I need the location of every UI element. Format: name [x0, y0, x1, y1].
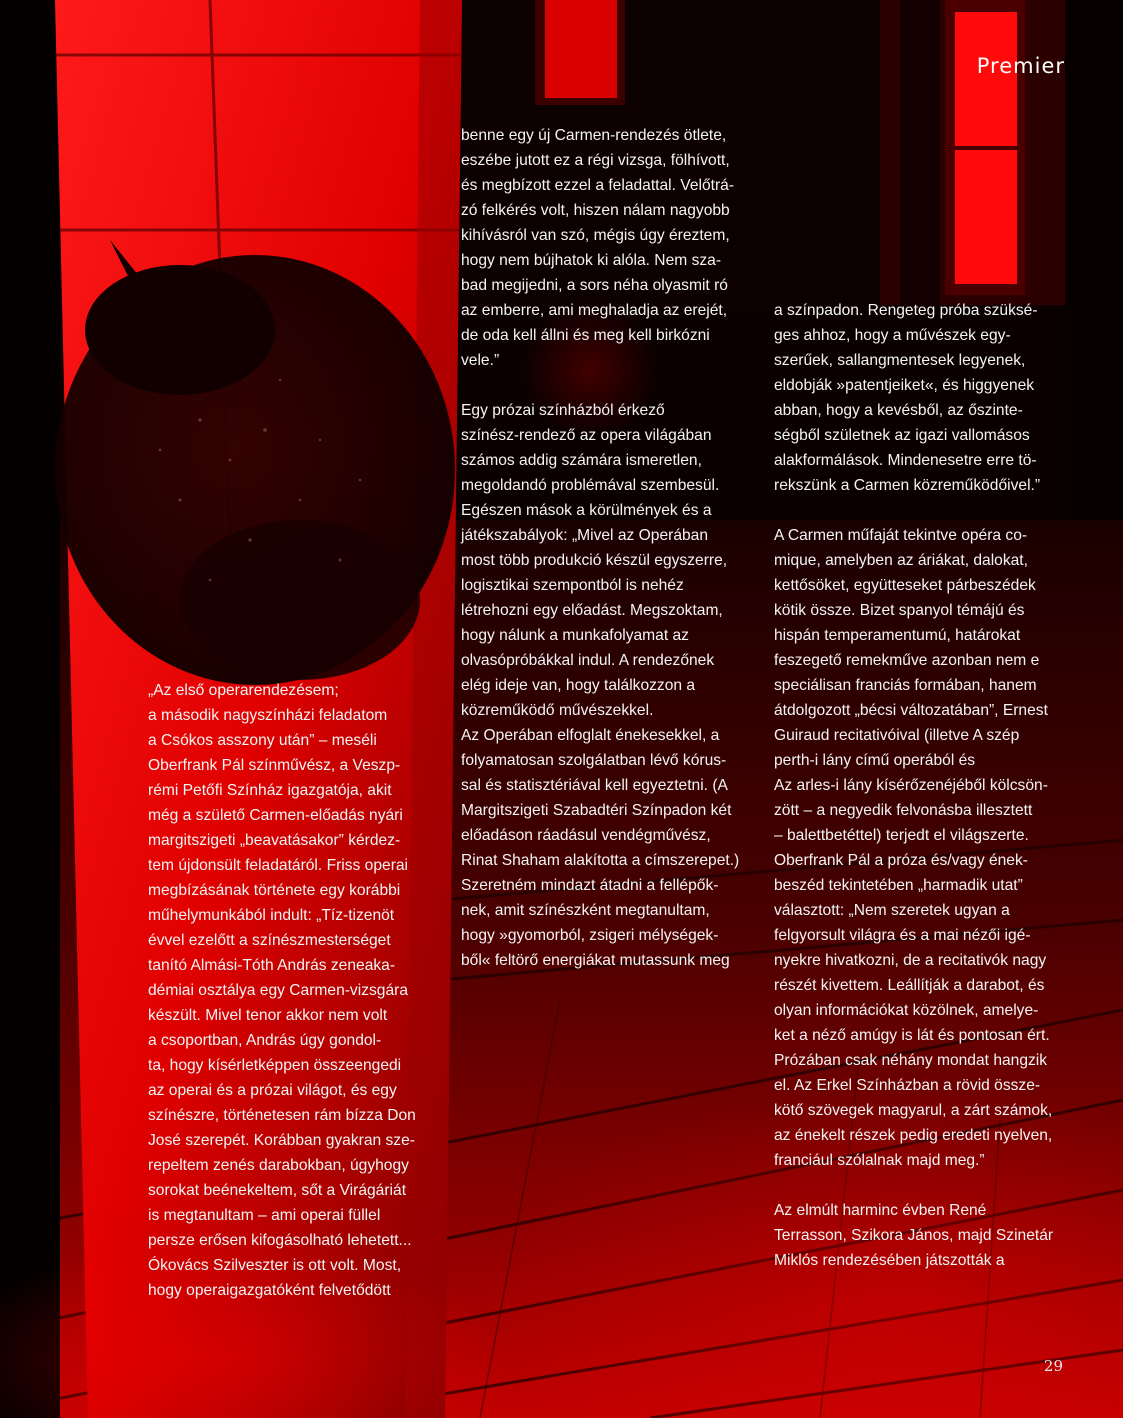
paragraph: a színpadon. Rengeteg próba szüksé- ges ahhoz, hogy a művészek egy- szerűek, sallangmentesek legyenek, eldobják »patentjeiket«, és higgyenek abban, hogy a kevésből, az őszinte- ségből születnek az igazi vallomásos alakformálások. Mindenesetre erre tö- rekszünk a Carmen közreműködőivel.” [774, 302, 1041, 494]
article-column-3 [774, 298, 1074, 1273]
paragraph: Egy prózai színházból érkező színész-rendező az opera világában számos addig számára ismeretlen, megoldandó problémával szembesül. Egészen mások a körülmények és a játékszabályok: „Mivel az Operában most több produkció készül egyszerre, logisztikai szempontból is nehéz létrehozni egy előadást. Megszoktam, hogy nálunk a munkafolyamat az olvasópróbákkal indul. A rendezőnek elég ideje van, hogy találkozzon a közreműködő művészekkel. Az Operában elfoglalt énekesekkel, a folyamatosan szolgálatban lévő kórus- sal és statisztériával kell egyeztetni. (A Margitszigeti Szabadtéri Színpadon két előadáson ráadásul vendégművész, Rinat Shaham alakította a címszerepet.) Szeretném mindazt átadni a fellépők- nek, amit színészként megtanultam, hogy »gyomorból, zsigeri mélységek- ből« feltörő energiákat mutassunk meg [461, 402, 740, 969]
paragraph: A Carmen műfaját tekintve opéra co- mique, amelyben az áriákat, dalokat, kettősöket, együtteseket párbeszédek kötik össze. Bizet spanyol témájú és hispán temperamentumú, határokat feszegető remekműve azonban nem e speciálisan franciás formában, hanem átdolgozott „bécsi változatában”, Ernest Guiraud recitativóival (illetve A szép perth-i lány című operából és Az arles-i lány kísérőzenéjéből kölcsön- zött – a negyedik felvonásba illesztett – balettbetéttel) terjedt el világszerte. Oberfrank Pál a próza és/vagy ének- beszéd tekintetében „harmadik utat” választott: „Nem szeretek ugyan a felgyorsult világra és a mai nézői igé- nyekre hivatkozni, de a recitativók nagy részét kivettem. Leállítják a darabot, és olyan információkat közölnek, amelye- ket a néző amúgy is lát és pontosan ért. Prózában csak néhány mondat hangzik el. Az Erkel Színházban a rövid össze- kötő szövegek magyarul, a zárt számok, az énekelt részek pedig eredeti nyelven, franciául szólalnak majd meg.” [774, 527, 1053, 1169]
section-label: Premier [976, 54, 1065, 78]
paragraph: „Az első operarendezésem; a második nagyszínházi feladatom a Csókos asszony után” – meséli Oberfrank Pál színművész, a Veszp- rémi Petőfi Színház igazgatója, akit még a születő Carmen-előadás nyári margitszigeti „beavatásakor” kérdez- tem újdonsült feladatáról. Friss operai megbízásának története egy korábbi műhelymunkából indult: „Tíz-tizenöt évvel ezelőtt a színészmesterséget tanító Almási-Tóth András zeneaka- démiai osztálya egy Carmen-vizsgára készült. Mivel tenor akkor nem volt a csoportban, András úgy gondol- ta, hogy kísérletképpen összeengedi az operai és a prózai világot, és egy színészre, történetesen rám bízza Don José szerepét. Korábban gyakran sze- repeltem zenés darabokban, úgyhogy sorokat beénekeltem, sőt a Virágáriát is megtanultam – ami operai füllel persze erősen kifogásolható lehetett... Ókovács Szilveszter is ott volt. Most, hogy operaigazgatóként felvetődött [148, 682, 416, 1299]
article-column-1 [148, 678, 438, 1303]
page-number: 29 [1043, 1357, 1063, 1375]
article-column-2 [461, 123, 761, 973]
paragraph: benne egy új Carmen-rendezés ötlete, eszébe jutott ez a régi vizsga, fölhívott, és megbízott ezzel a feladattal. Velőtrá- zó felkérés volt, hiszen nálam nagyobb kihívásról van szó, mégis úgy éreztem, hogy nem bújhatok ki alóla. Nem sza- bad megijedni, a sors néha olyasmit ró az emberre, ami meghaladja az erejét, de oda kell állni és meg kell birkózni vele.” [461, 127, 735, 369]
paragraph: Az elmúlt harminc évben René Terrasson, Szikora János, majd Szinetár Miklós rendezésében játszották a [774, 1202, 1054, 1269]
